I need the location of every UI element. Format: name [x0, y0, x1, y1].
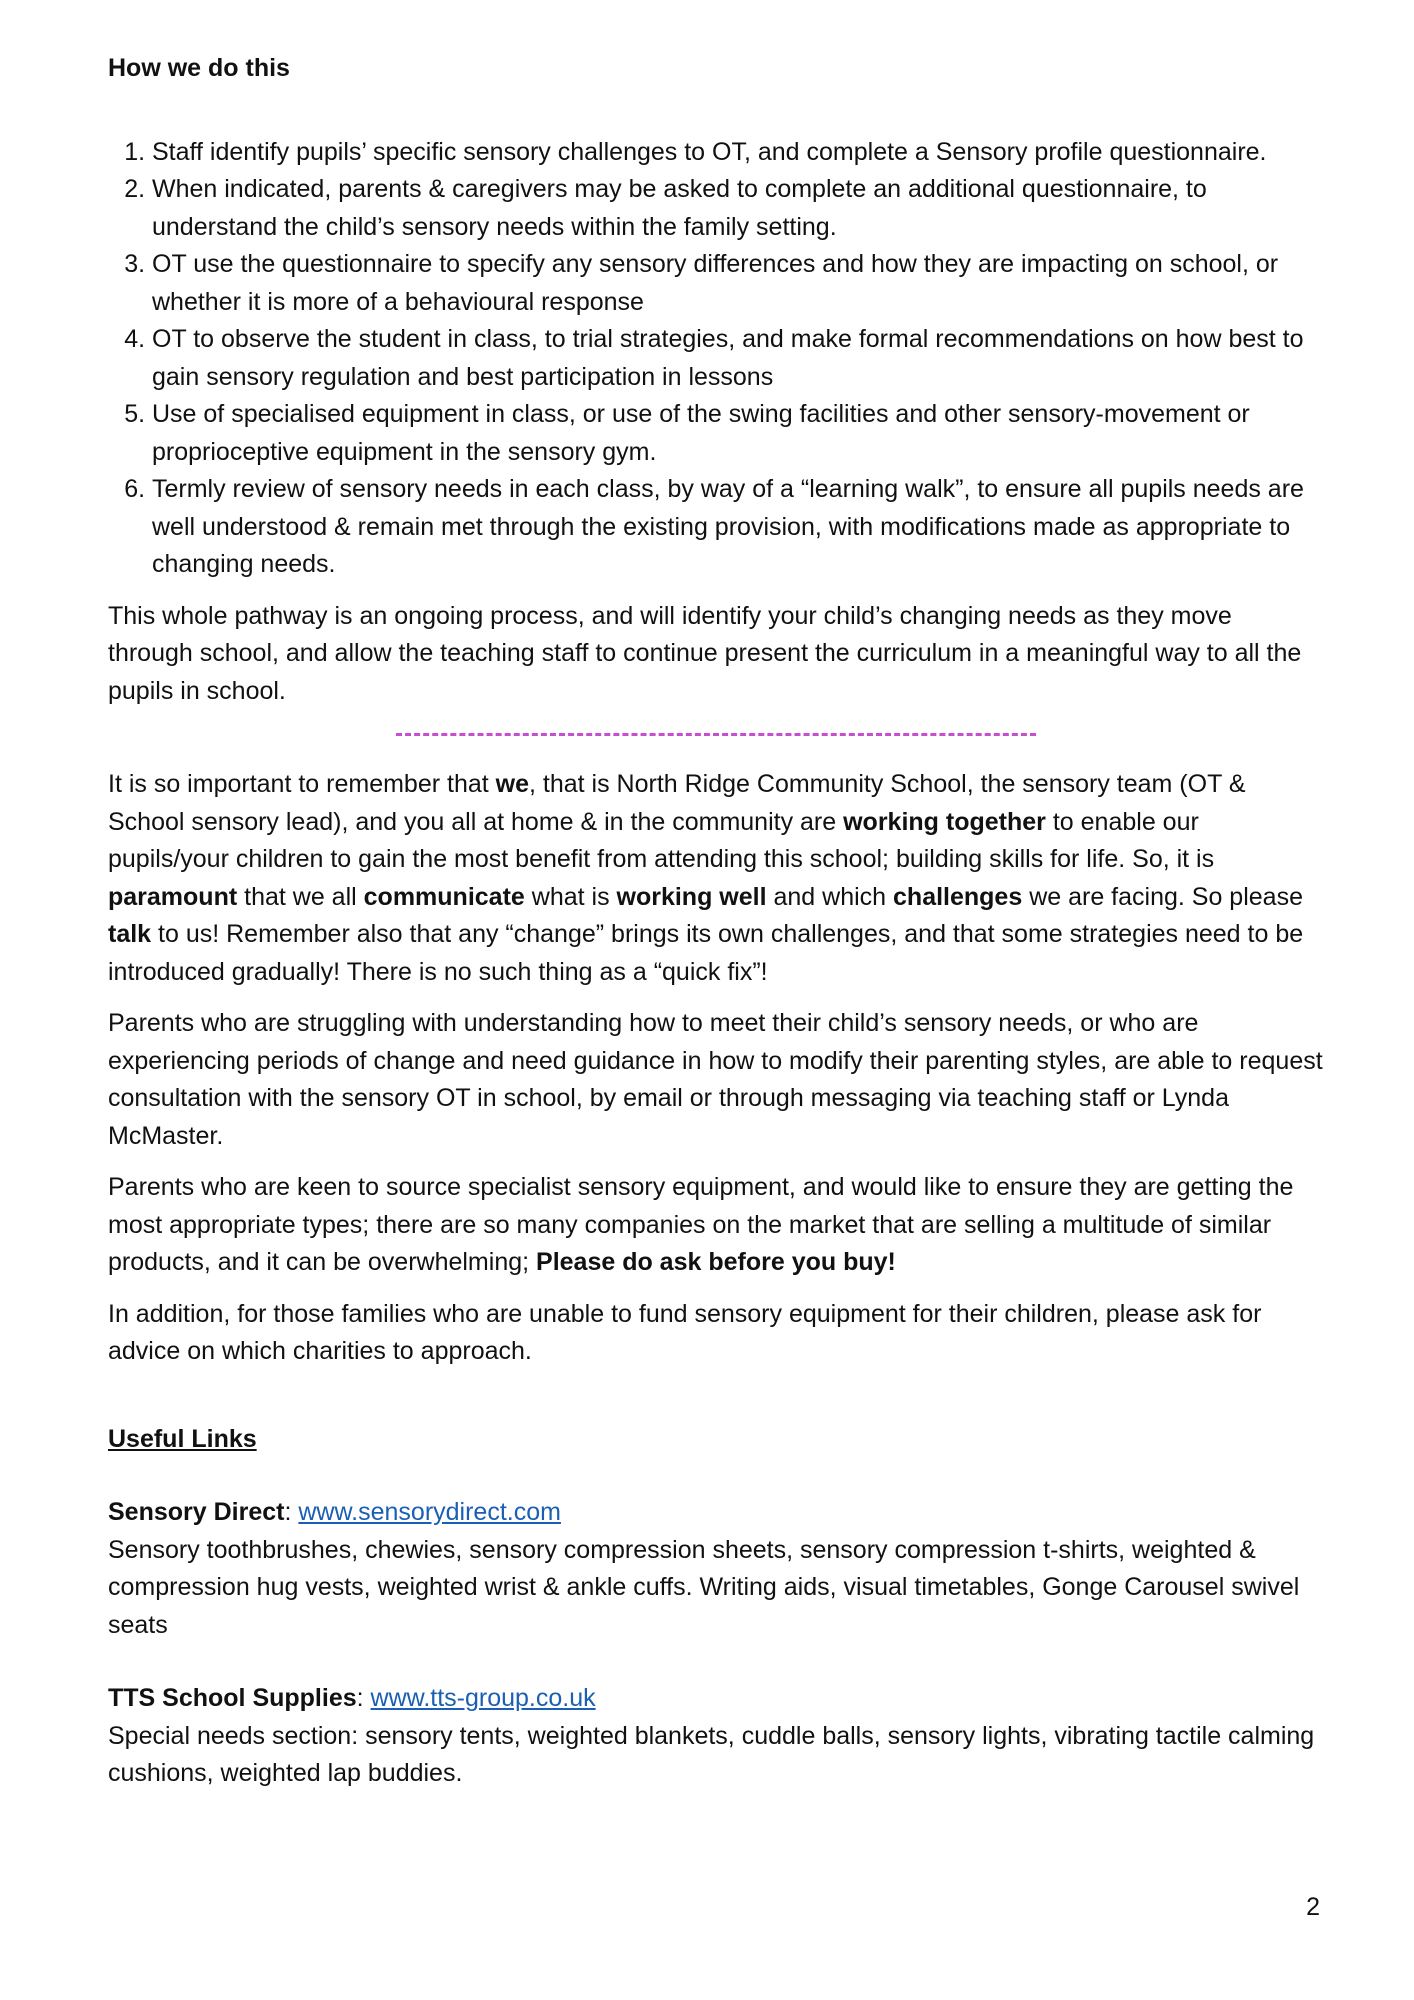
steps-list [108, 134, 1323, 584]
company-name: Sensory Direct [108, 1498, 285, 1526]
link-entry-sensory-direct [108, 1494, 1323, 1644]
charities-paragraph: In addition, for those families who are unable to fund sensory equipment for their children, please ask for advice on which charities to approach. [108, 1299, 1262, 1365]
text-span: we are facing. So please [1022, 882, 1303, 911]
separator: : [356, 1684, 371, 1712]
bold-text: Please do ask before you buy! [536, 1248, 896, 1276]
consultation-paragraph: Parents who are struggling with understanding how to meet their child’s sensory needs, or who are experiencing periods of change and need guidance in how to modify their parenting styles, are able to request consultation with the sensory OT in school, by email or through messaging via teaching staff or Lynda McMaster. [108, 1009, 1323, 1150]
page-number: 2 [1306, 1893, 1320, 1921]
text-span: to enable our pupils/your children to gain the most benefit from attending this school; building skills for life. So, it is [108, 807, 1215, 873]
separator: : [284, 1498, 299, 1526]
step-item: 6. Termly review of sensory needs in each class, by way of a “learning walk”, to ensure all pupils needs are well understood & remain met through the existing provision, with modifications made as appropriate to changing needs. [152, 471, 1323, 584]
company-name: TTS School Supplies [108, 1684, 357, 1712]
bold-text: we [495, 770, 530, 798]
tts-group-link[interactable]: www.tts-group.co.uk [370, 1684, 596, 1712]
link-description: Special needs section: sensory tents, weighted blankets, cuddle balls, sensory lights, vibrating tactile calming cushions, weighted lap buddies. [108, 1721, 1315, 1787]
step-item: 4. OT to observe the student in class, to trial strategies, and make formal recommendations on how best to gain sensory regulation and best participation in lessons [152, 321, 1323, 396]
text-span: It is so important to remember that [108, 770, 496, 798]
link-title-line [108, 1680, 1323, 1718]
bold-text: talk [108, 920, 152, 948]
text-span: , that is North Ridge Community School, the sensory team (OT & School sensory lead), and you all at home & in the community are [108, 770, 1246, 836]
link-entry-tts [108, 1680, 1323, 1793]
bold-text: paramount [108, 882, 238, 911]
useful-links-heading: Useful Links [108, 1424, 257, 1453]
bold-text: working well [616, 882, 767, 911]
step-item: 5. Use of specialised equipment in class, or use of the swing facilities and other sensory-movement or proprioceptive equipment in the sensory gym. [152, 396, 1323, 471]
together-paragraph [108, 766, 1323, 991]
section-divider [108, 714, 1323, 752]
equipment-paragraph [108, 1169, 1323, 1282]
dashed-line [396, 733, 1036, 736]
text-span: Parents who are keen to source specialist sensory equipment, and would like to ensure they are getting the most appropriate types; there are so many companies on the market that are selling a multitude of similar products, and it can be overwhelming; [108, 1173, 1294, 1276]
text-span: that we all [237, 882, 364, 911]
step-item: 3. OT use the questionnaire to specify any sensory differences and how they are impacting on school, or whether it is more of a behavioural response [152, 246, 1323, 321]
step-item: 2. When indicated, parents & caregivers may be asked to complete an additional questionnaire, to understand the child’s sensory needs within the family setting. [152, 171, 1323, 246]
section-heading: How we do this [108, 54, 290, 82]
pathway-paragraph: This whole pathway is an ongoing process, and will identify your child’s changing needs as they move through school, and allow the teaching staff to continue present the curriculum in a meaningful way to all the pupils in school. [108, 601, 1302, 705]
step-item: 1. Staff identify pupils’ specific sensory challenges to OT, and complete a Sensory profile questionnaire. [152, 134, 1323, 172]
text-span: to us! Remember also that any “change” brings its own challenges, and that some strategies need to be introduced gradually! There is no such thing as a “quick fix”! [108, 920, 1304, 986]
link-description: Sensory toothbrushes, chewies, sensory compression sheets, sensory compression t-shirts, weighted & compression hug vests, weighted wrist & ankle cuffs. Writing aids, visual timetables, Gonge Carousel swivel seats [108, 1535, 1300, 1639]
bold-text: working together [843, 807, 1046, 836]
bold-text: challenges [893, 882, 1023, 911]
page-content [108, 50, 1323, 1793]
link-title-line [108, 1494, 1323, 1532]
sensory-direct-link[interactable]: www.sensorydirect.com [298, 1498, 561, 1526]
text-span: what is [524, 882, 617, 911]
bold-text: communicate [363, 882, 525, 911]
text-span: and which [766, 882, 894, 911]
